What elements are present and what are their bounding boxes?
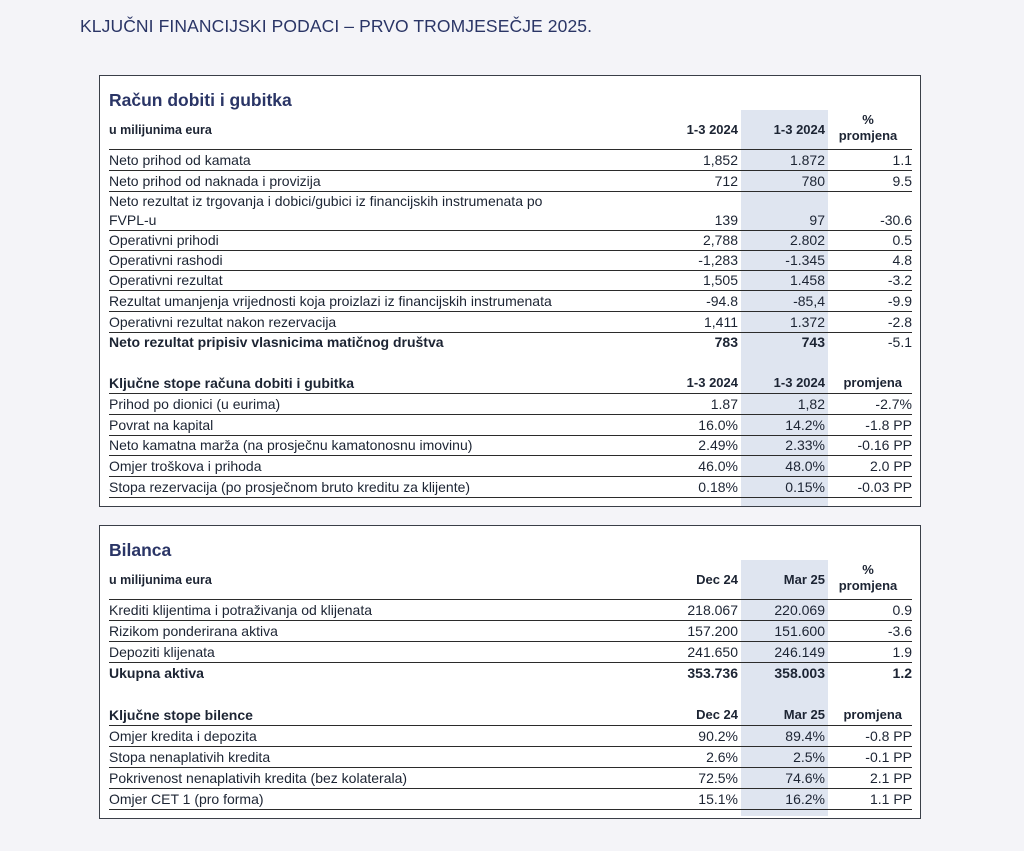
table-row: Krediti klijentima i potraživanja od klijenata 218.067 220.069 0.9 [109, 602, 912, 618]
table-row: Stopa rezervacija (po prosječnom bruto kreditu za klijente) 0.18% 0.15% -0.03 PP [109, 479, 912, 495]
table-row: Omjer CET 1 (pro forma) 15.1% 16.2% 1.1 PP [109, 791, 912, 807]
income-statement-panel [99, 75, 921, 507]
table-row: Omjer troškova i prihoda 46.0% 48.0% 2.0 PP [109, 458, 912, 474]
page-title: KLJUČNI FINANCIJSKI PODACI – PRVO TROMJESEČJE 2025. [80, 16, 593, 36]
col-header-change-line2: promjena [838, 128, 898, 143]
unit-label: u milijunima eura [109, 573, 212, 587]
col-header-change-line1: % [862, 112, 874, 127]
table-row: Neto prihod od naknada i provizija 712 780 9.5 [109, 173, 912, 189]
col-header-change: % promjena [838, 562, 898, 593]
table-row: Rezultat umanjenja vrijednosti koja proizlazi iz financijskih instrumenata -94.8 -85,4 -9.9 [109, 293, 912, 309]
table-row: Pokrivenost nenaplativih kredita (bez kolaterala) 72.5% 74.6% 2.1 PP [109, 770, 912, 786]
table-row-total: Neto rezultat pripisiv vlasnicima matičnog društva 783 743 -5.1 [109, 334, 912, 350]
bs-ratios-header: Ključne stope bilence Dec 24 Mar 25 promjena [109, 707, 902, 723]
table-row: Rizikom ponderirana aktiva 157.200 151.600 -3.6 [109, 623, 912, 639]
table-row: Omjer kredita i depozita 90.2% 89.4% -0.8 PP [109, 728, 912, 744]
table-row: Neto prihod od kamata 1,852 1.872 1.1 [109, 152, 912, 168]
balance-sheet-header: u milijunima eura Dec 24 Mar 25 [109, 570, 912, 590]
table-row-total: Ukupna aktiva 353.736 358.003 1.2 [109, 665, 912, 681]
pl-ratios-title: Ključne stope računa dobiti i gubitka [109, 375, 355, 391]
table-row-label-line1: Neto rezultat iz trgovanja i dobici/gubici iz financijskih instrumenata po [109, 193, 543, 209]
table-row: Neto kamatna marža (na prosječnu kamatonosnu imovinu) 2.49% 2.33% -0.16 PP [109, 437, 912, 453]
income-statement-title: Račun dobiti i gubitka [109, 90, 292, 110]
pl-ratios-header: Ključne stope računa dobiti i gubitka 1-3 2024 1-3 2024 promjena [109, 375, 902, 391]
bs-ratios-title: Ključne stope bilence [109, 707, 253, 723]
table-row: Prihod po dionici (u eurima) 1.87 1,82 -2.7% [109, 396, 912, 412]
balance-sheet-title: Bilanca [109, 540, 172, 560]
col-header-change [828, 112, 908, 144]
col-header-current: 1-3 2024 [773, 122, 825, 137]
balance-sheet-panel [99, 525, 921, 819]
table-row: FVPL-u 139 97 -30.6 [109, 212, 912, 228]
table-row: Depoziti klijenata 241.650 246.149 1.9 [109, 644, 912, 660]
table-row: Operativni prihodi 2,788 2.802 0.5 [109, 232, 912, 248]
table-row: Stopa nenaplativih kredita 2.6% 2.5% -0.1 PP [109, 749, 912, 765]
unit-label: u milijunima eura [109, 123, 212, 137]
table-row: Povrat na kapital 16.0% 14.2% -1.8 PP [109, 417, 912, 433]
income-statement-header [109, 120, 912, 140]
table-row: Operativni rezultat 1,505 1.458 -3.2 [109, 272, 912, 288]
table-row: Operativni rezultat nakon rezervacija 1,411 1.372 -2.8 [109, 314, 912, 330]
table-row: Operativni rashodi -1,283 -1.345 4.8 [109, 252, 912, 268]
col-header-prior: 1-3 2024 [686, 122, 738, 137]
